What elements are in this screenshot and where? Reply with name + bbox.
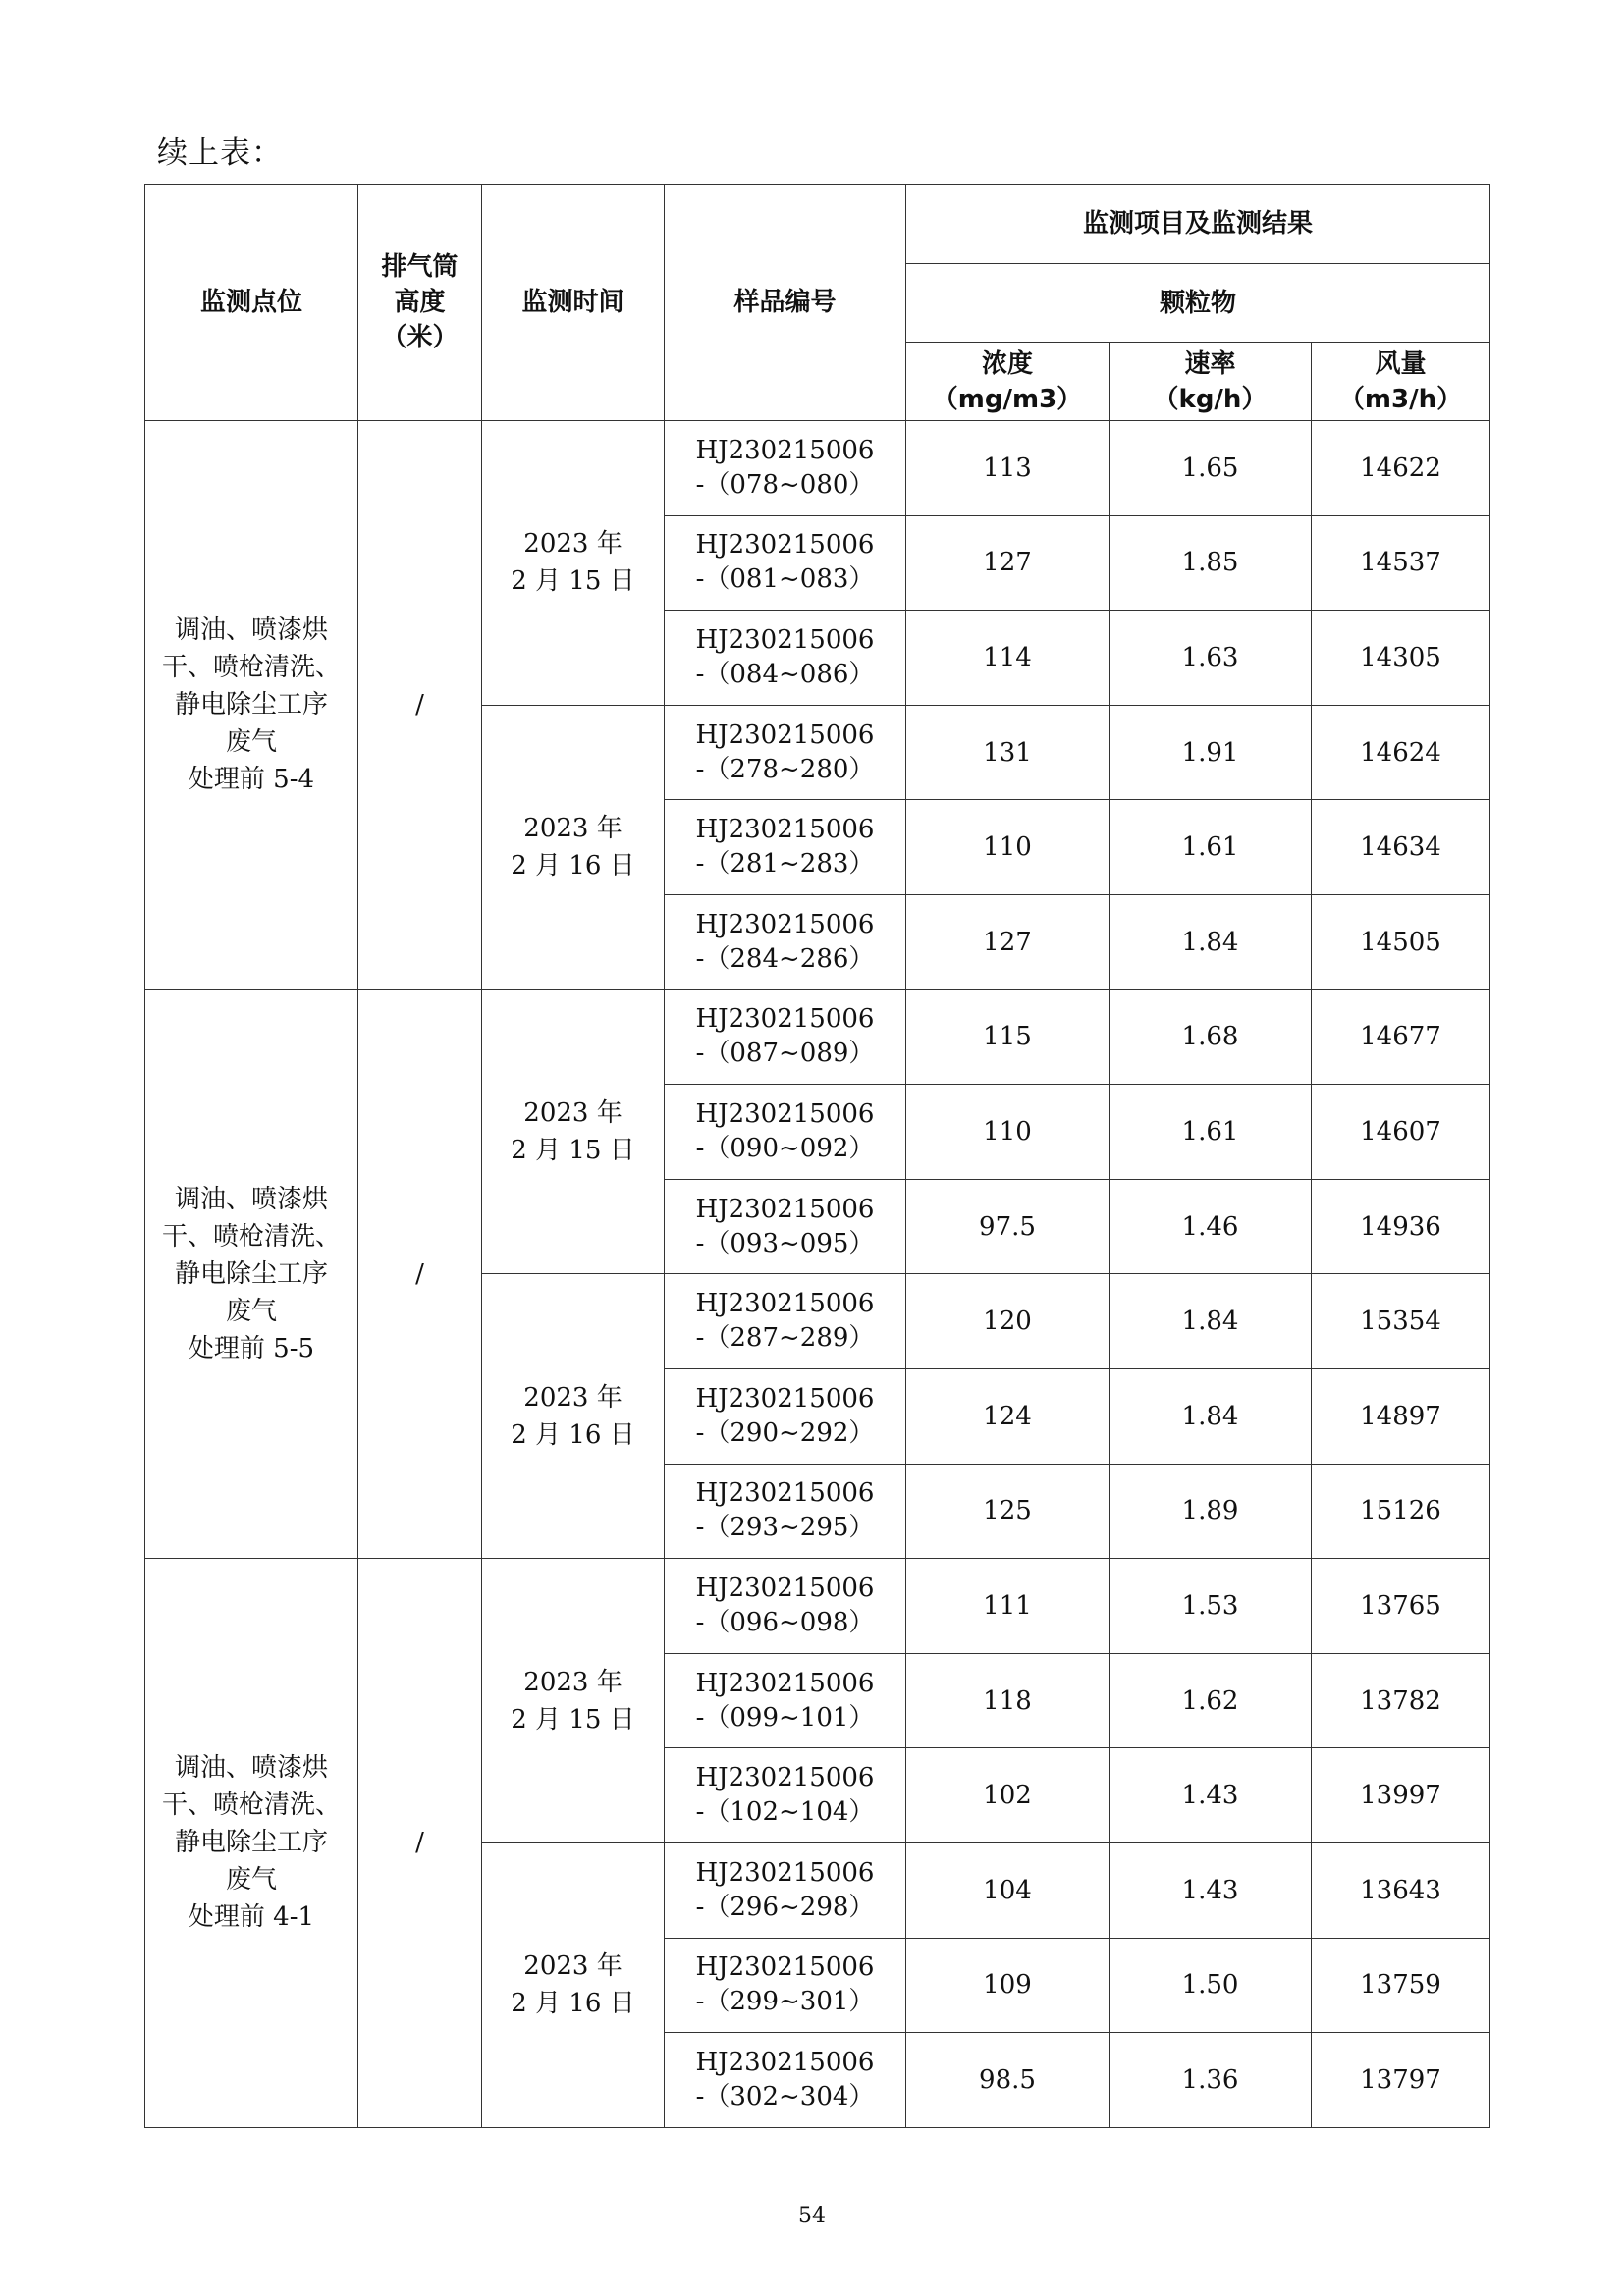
sample-id-line: HJ230215006 [695,624,875,655]
sample-id-line: HJ230215006 [695,530,875,561]
concentration-cell: 118 [906,1653,1110,1748]
flow-cell: 14607 [1312,1085,1490,1180]
sample-id-line: -（296~298） [695,1892,875,1922]
flow-cell: 14634 [1312,800,1490,895]
rate-cell: 1.91 [1110,705,1312,800]
stack-height-cell: / [358,421,482,990]
date-line: 2 月 15 日 [511,1135,635,1165]
header-stack-height-line: 排气筒 [381,252,459,282]
concentration-cell: 102 [906,1748,1110,1843]
sample-id-cell [665,1464,906,1559]
sample-id-line: HJ230215006 [695,1763,875,1793]
location-line: 干、喷枪清洗、 [161,1221,341,1252]
sample-id-cell [665,515,906,611]
date-cell [482,1559,665,1843]
table-header [145,185,1490,421]
concentration-cell: 111 [906,1559,1110,1654]
monitoring-results-table [144,184,1490,2128]
flow-cell: 15126 [1312,1464,1490,1559]
sample-id-line: HJ230215006 [695,2047,875,2077]
sample-id-cell [665,800,906,895]
rate-cell: 1.89 [1110,1464,1312,1559]
sample-id-cell [665,894,906,989]
header-stack-height-line: （米） [381,323,459,352]
rate-cell: 1.84 [1110,1274,1312,1369]
sample-id-cell [665,1368,906,1464]
rate-cell: 1.84 [1110,1368,1312,1464]
concentration-cell: 113 [906,421,1110,516]
concentration-cell: 127 [906,515,1110,611]
header-flow [1312,343,1490,421]
location-line: 静电除尘工序 [174,690,328,721]
flow-cell: 14677 [1312,989,1490,1085]
sample-id-cell [665,705,906,800]
sample-id-line: HJ230215006 [695,1383,875,1414]
rate-cell: 1.62 [1110,1653,1312,1748]
rate-cell: 1.61 [1110,1085,1312,1180]
sample-id-cell [665,1085,906,1180]
date-line: 2023 年 [523,814,623,844]
table-caption: 续上表： [157,135,283,171]
sample-id-line: HJ230215006 [695,720,875,750]
sample-id-line: -（102~104） [695,1797,875,1828]
date-line: 2023 年 [523,1382,623,1413]
date-line: 2 月 15 日 [511,566,635,597]
header-rate-line: 速率 [1184,348,1236,379]
rate-cell: 1.43 [1110,1748,1312,1843]
date-line: 2023 年 [523,1097,623,1128]
rate-cell: 1.46 [1110,1179,1312,1274]
location-line: 调油、喷漆烘 [174,615,328,646]
date-line: 2 月 16 日 [511,1989,635,2019]
sample-id-cell [665,421,906,516]
location-line: 废气 [225,1296,277,1326]
flow-cell: 14624 [1312,705,1490,800]
sample-id-line: -（290~292） [695,1417,875,1448]
stack-height-cell: / [358,989,482,1559]
rate-cell: 1.43 [1110,1842,1312,1938]
header-sample-id: 样品编号 [665,185,906,421]
date-cell [482,989,665,1274]
flow-cell: 13765 [1312,1559,1490,1654]
sample-id-cell [665,1653,906,1748]
sample-id-line: -（293~295） [695,1513,875,1543]
sample-id-line: HJ230215006 [695,1952,875,1983]
date-line: 2 月 16 日 [511,1419,635,1450]
sample-id-line: HJ230215006 [695,1289,875,1319]
concentration-cell: 131 [906,705,1110,800]
location-line: 静电除尘工序 [174,1828,328,1858]
flow-cell: 13759 [1312,1938,1490,2033]
flow-cell: 13643 [1312,1842,1490,1938]
flow-cell: 15354 [1312,1274,1490,1369]
date-line: 2 月 15 日 [511,1704,635,1735]
sample-id-line: -（284~286） [695,943,875,974]
table-row [145,1559,1490,1654]
rate-cell: 1.61 [1110,800,1312,895]
concentration-cell: 115 [906,989,1110,1085]
header-stack-height-line: 高度 [394,288,446,317]
date-cell [482,705,665,989]
sample-id-line: HJ230215006 [695,815,875,845]
rate-cell: 1.36 [1110,2033,1312,2128]
concentration-cell: 97.5 [906,1179,1110,1274]
sample-id-line: HJ230215006 [695,1004,875,1035]
rate-cell: 1.65 [1110,421,1312,516]
location-line: 干、喷枪清洗、 [161,653,341,683]
header-items-results: 监测项目及监测结果 [906,185,1490,264]
flow-cell: 14897 [1312,1368,1490,1464]
header-pollutant: 颗粒物 [906,264,1490,343]
location-cell [145,989,358,1559]
table-body [145,421,1490,2128]
concentration-cell: 98.5 [906,2033,1110,2128]
concentration-cell: 120 [906,1274,1110,1369]
sample-id-line: HJ230215006 [695,1194,875,1224]
location-line: 调油、喷漆烘 [174,1184,328,1214]
header-rate [1110,343,1312,421]
sample-id-line: -（299~301） [695,1987,875,2017]
flow-cell: 14537 [1312,515,1490,611]
header-concentration-line: 浓度 [981,348,1033,379]
sample-id-cell [665,1179,906,1274]
flow-cell: 14505 [1312,894,1490,989]
sample-id-line: HJ230215006 [695,909,875,939]
concentration-cell: 124 [906,1368,1110,1464]
date-line: 2 月 16 日 [511,851,635,881]
sample-id-line: -（078~080） [695,469,875,500]
location-line: 废气 [225,727,277,758]
header-time: 监测时间 [482,185,665,421]
location-line: 废气 [225,1865,277,1896]
header-concentration-line: （mg/m3） [932,384,1083,414]
sample-id-line: HJ230215006 [695,1668,875,1698]
rate-cell: 1.84 [1110,894,1312,989]
page-number: 54 [798,2204,826,2228]
sample-id-line: -（302~304） [695,2081,875,2111]
flow-cell: 13782 [1312,1653,1490,1748]
location-line: 处理前 4-1 [188,1902,315,1933]
rate-cell: 1.53 [1110,1559,1312,1654]
date-cell [482,1842,665,2127]
header-flow-line: （m3/h） [1338,384,1463,414]
date-line: 2023 年 [523,529,623,560]
sample-id-cell [665,1938,906,2033]
location-cell [145,1559,358,2128]
header-flow-line: 风量 [1375,348,1427,379]
sample-id-line: HJ230215006 [695,1478,875,1509]
flow-cell: 13997 [1312,1748,1490,1843]
concentration-cell: 127 [906,894,1110,989]
sample-id-cell [665,1274,906,1369]
location-line: 静电除尘工序 [174,1258,328,1289]
sample-id-cell [665,2033,906,2128]
location-line: 处理前 5-4 [188,765,315,795]
rate-cell: 1.63 [1110,611,1312,706]
flow-cell: 14305 [1312,611,1490,706]
sample-id-cell [665,989,906,1085]
date-cell [482,1274,665,1559]
flow-cell: 14622 [1312,421,1490,516]
table-row [145,421,1490,516]
sample-id-line: HJ230215006 [695,1098,875,1129]
sample-id-line: -（090~092） [695,1133,875,1163]
sample-id-line: HJ230215006 [695,435,875,465]
sample-id-line: -（093~095） [695,1228,875,1258]
header-rate-line: （kg/h） [1153,384,1268,414]
concentration-cell: 104 [906,1842,1110,1938]
sample-id-line: -（096~098） [695,1607,875,1637]
sample-id-cell [665,1842,906,1938]
location-line: 干、喷枪清洗、 [161,1790,341,1821]
flow-cell: 14936 [1312,1179,1490,1274]
table-row [145,989,1490,1085]
flow-cell: 13797 [1312,2033,1490,2128]
sample-id-line: -（278~280） [695,754,875,784]
sample-id-cell [665,1748,906,1843]
rate-cell: 1.85 [1110,515,1312,611]
stack-height-cell: / [358,1559,482,2128]
location-cell [145,421,358,990]
header-concentration [906,343,1110,421]
location-line: 处理前 5-5 [188,1333,315,1363]
concentration-cell: 109 [906,1938,1110,2033]
date-line: 2023 年 [523,1951,623,1982]
sample-id-line: -（099~101） [695,1702,875,1733]
header-stack-height [358,185,482,421]
concentration-cell: 125 [906,1464,1110,1559]
concentration-cell: 114 [906,611,1110,706]
header-location: 监测点位 [145,185,358,421]
sample-id-cell [665,1559,906,1654]
sample-id-line: -（281~283） [695,849,875,880]
sample-id-line: -（081~083） [695,564,875,595]
sample-id-line: -（087~089） [695,1039,875,1069]
date-cell [482,421,665,706]
location-line: 调油、喷漆烘 [174,1753,328,1784]
sample-id-line: HJ230215006 [695,1573,875,1603]
concentration-cell: 110 [906,800,1110,895]
concentration-cell: 110 [906,1085,1110,1180]
sample-id-line: HJ230215006 [695,1857,875,1888]
rate-cell: 1.50 [1110,1938,1312,2033]
sample-id-cell [665,611,906,706]
date-line: 2023 年 [523,1667,623,1697]
sample-id-line: -（287~289） [695,1323,875,1354]
rate-cell: 1.68 [1110,989,1312,1085]
sample-id-line: -（084~086） [695,659,875,689]
